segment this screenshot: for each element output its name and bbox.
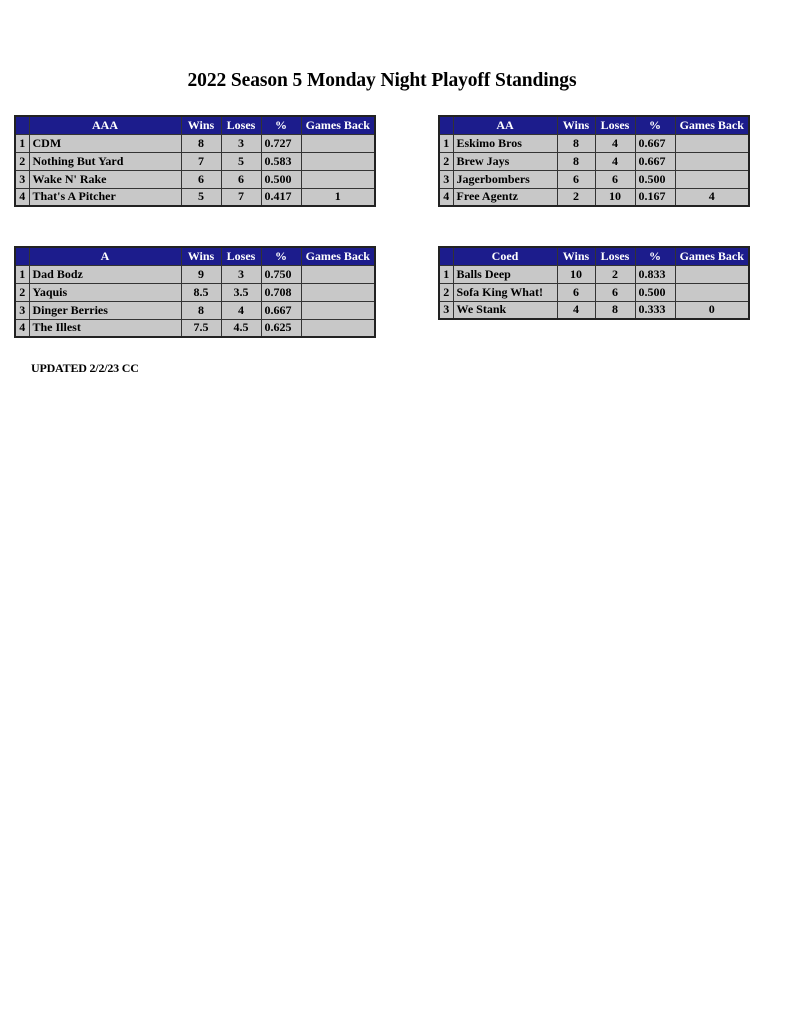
- loses-cell: 4: [221, 301, 261, 319]
- division-name: AA: [453, 116, 557, 134]
- loses-cell: 8: [595, 301, 635, 319]
- rank-header: [15, 116, 29, 134]
- wins-header: Wins: [181, 116, 221, 134]
- loses-header: Loses: [221, 247, 261, 265]
- wins-cell: 8: [557, 134, 595, 152]
- pct-cell: 0.708: [261, 283, 301, 301]
- wins-cell: 7.5: [181, 319, 221, 337]
- team-cell: CDM: [29, 134, 181, 152]
- pct-header: %: [635, 247, 675, 265]
- wins-cell: 6: [557, 283, 595, 301]
- wins-header: Wins: [181, 247, 221, 265]
- table-row: [15, 152, 375, 170]
- table-header-row: [439, 247, 749, 265]
- loses-cell: 4: [595, 134, 635, 152]
- wins-cell: 8.5: [181, 283, 221, 301]
- team-cell: Sofa King What!: [453, 283, 557, 301]
- games-back-cell: [301, 134, 375, 152]
- games-back-cell: [675, 283, 749, 301]
- loses-cell: 6: [595, 170, 635, 188]
- table-row: [15, 134, 375, 152]
- games-back-cell: 0: [675, 301, 749, 319]
- team-cell: Nothing But Yard: [29, 152, 181, 170]
- table-row: [15, 301, 375, 319]
- pct-cell: 0.583: [261, 152, 301, 170]
- games-back-cell: [301, 283, 375, 301]
- rank-cell: 1: [439, 134, 453, 152]
- games-back-cell: [301, 319, 375, 337]
- rank-cell: 4: [439, 188, 453, 206]
- pct-cell: 0.333: [635, 301, 675, 319]
- team-cell: The Illest: [29, 319, 181, 337]
- team-cell: Yaquis: [29, 283, 181, 301]
- games-back-cell: [301, 152, 375, 170]
- pct-cell: 0.500: [635, 283, 675, 301]
- team-cell: Eskimo Bros: [453, 134, 557, 152]
- table-row: [439, 301, 749, 319]
- wins-cell: 8: [557, 152, 595, 170]
- pct-cell: 0.727: [261, 134, 301, 152]
- loses-cell: 4: [595, 152, 635, 170]
- rank-header: [439, 247, 453, 265]
- updated-note: UPDATED 2/2/23 CC: [31, 361, 139, 375]
- rank-cell: 3: [439, 301, 453, 319]
- loses-cell: 6: [595, 283, 635, 301]
- rank-header: [15, 247, 29, 265]
- rank-cell: 3: [15, 170, 29, 188]
- games-back-cell: 1: [301, 188, 375, 206]
- table-row: [439, 283, 749, 301]
- division-name: AAA: [29, 116, 181, 134]
- page-title: 2022 Season 5 Monday Night Playoff Standings: [187, 70, 577, 91]
- standings-table-a: [14, 246, 376, 338]
- pct-cell: 0.500: [261, 170, 301, 188]
- pct-cell: 0.667: [635, 152, 675, 170]
- table-row: [439, 265, 749, 283]
- table-header-row: [439, 116, 749, 134]
- team-cell: That's A Pitcher: [29, 188, 181, 206]
- games-back-cell: [675, 265, 749, 283]
- loses-cell: 7: [221, 188, 261, 206]
- team-cell: Dinger Berries: [29, 301, 181, 319]
- team-cell: Brew Jays: [453, 152, 557, 170]
- rank-cell: 2: [15, 152, 29, 170]
- loses-cell: 3: [221, 265, 261, 283]
- wins-cell: 8: [181, 134, 221, 152]
- team-cell: Dad Bodz: [29, 265, 181, 283]
- rank-cell: 1: [439, 265, 453, 283]
- rank-cell: 1: [15, 265, 29, 283]
- pct-cell: 0.750: [261, 265, 301, 283]
- games-back-cell: 4: [675, 188, 749, 206]
- loses-header: Loses: [595, 247, 635, 265]
- pct-cell: 0.417: [261, 188, 301, 206]
- games-back-cell: [301, 265, 375, 283]
- wins-cell: 8: [181, 301, 221, 319]
- team-cell: Jagerbombers: [453, 170, 557, 188]
- standings-table-coed: [438, 246, 750, 320]
- table-row: [15, 188, 375, 206]
- loses-cell: 3: [221, 134, 261, 152]
- rank-cell: 4: [15, 188, 29, 206]
- pct-cell: 0.833: [635, 265, 675, 283]
- wins-cell: 5: [181, 188, 221, 206]
- team-cell: Balls Deep: [453, 265, 557, 283]
- wins-cell: 6: [181, 170, 221, 188]
- loses-header: Loses: [221, 116, 261, 134]
- rank-header: [439, 116, 453, 134]
- pct-cell: 0.667: [261, 301, 301, 319]
- loses-cell: 5: [221, 152, 261, 170]
- pct-header: %: [261, 247, 301, 265]
- rank-cell: 2: [15, 283, 29, 301]
- wins-cell: 6: [557, 170, 595, 188]
- wins-header: Wins: [557, 247, 595, 265]
- team-cell: Free Agentz: [453, 188, 557, 206]
- table-row: [439, 134, 749, 152]
- table-header-row: [15, 116, 375, 134]
- pct-cell: 0.625: [261, 319, 301, 337]
- pct-cell: 0.667: [635, 134, 675, 152]
- loses-cell: 6: [221, 170, 261, 188]
- games-back-cell: [301, 301, 375, 319]
- loses-header: Loses: [595, 116, 635, 134]
- rank-cell: 3: [15, 301, 29, 319]
- games-back-header: Games Back: [301, 116, 375, 134]
- table-row: [15, 283, 375, 301]
- games-back-cell: [675, 152, 749, 170]
- games-back-cell: [301, 170, 375, 188]
- wins-cell: 4: [557, 301, 595, 319]
- loses-cell: 4.5: [221, 319, 261, 337]
- team-cell: Wake N' Rake: [29, 170, 181, 188]
- pct-cell: 0.167: [635, 188, 675, 206]
- rank-cell: 3: [439, 170, 453, 188]
- games-back-header: Games Back: [675, 116, 749, 134]
- table-row: [15, 265, 375, 283]
- division-name: Coed: [453, 247, 557, 265]
- pct-header: %: [635, 116, 675, 134]
- loses-cell: 3.5: [221, 283, 261, 301]
- rank-cell: 2: [439, 283, 453, 301]
- games-back-cell: [675, 134, 749, 152]
- loses-cell: 2: [595, 265, 635, 283]
- wins-header: Wins: [557, 116, 595, 134]
- table-row: [15, 170, 375, 188]
- division-name: A: [29, 247, 181, 265]
- loses-cell: 10: [595, 188, 635, 206]
- pct-cell: 0.500: [635, 170, 675, 188]
- team-cell: We Stank: [453, 301, 557, 319]
- pct-header: %: [261, 116, 301, 134]
- table-row: [439, 170, 749, 188]
- wins-cell: 2: [557, 188, 595, 206]
- wins-cell: 10: [557, 265, 595, 283]
- table-header-row: [15, 247, 375, 265]
- wins-cell: 7: [181, 152, 221, 170]
- standings-table-aa: [438, 115, 750, 207]
- table-row: [15, 319, 375, 337]
- rank-cell: 2: [439, 152, 453, 170]
- games-back-cell: [675, 170, 749, 188]
- games-back-header: Games Back: [675, 247, 749, 265]
- standings-table-aaa: [14, 115, 376, 207]
- table-row: [439, 188, 749, 206]
- rank-cell: 1: [15, 134, 29, 152]
- games-back-header: Games Back: [301, 247, 375, 265]
- rank-cell: 4: [15, 319, 29, 337]
- table-row: [439, 152, 749, 170]
- wins-cell: 9: [181, 265, 221, 283]
